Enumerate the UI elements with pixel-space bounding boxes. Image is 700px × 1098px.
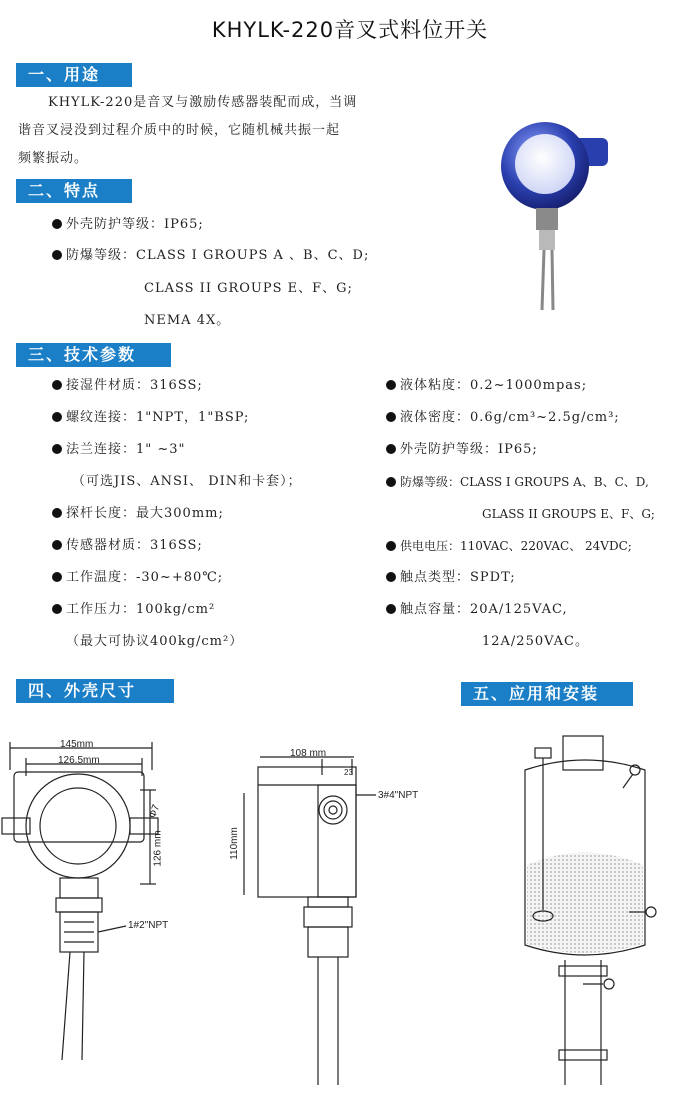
bullet-icon <box>386 444 396 454</box>
section-params-header: 三、技术参数 <box>16 343 171 367</box>
device-photo <box>490 118 620 318</box>
bullet-icon <box>52 508 62 518</box>
param-item: 接湿件材质：316SS; <box>52 377 203 395</box>
bullet-icon <box>52 250 62 260</box>
bullet-icon <box>52 219 62 229</box>
section-dimensions-header: 四、外壳尺寸 <box>16 679 174 703</box>
page-title: KHYLK-220音叉式料位开关 <box>211 18 489 42</box>
bullet-icon <box>52 412 62 422</box>
param-item: 液体密度：0.6g/cm³~2.5g/cm³; <box>386 409 620 427</box>
param-item-cont: 12A/250VAC。 <box>482 634 589 649</box>
param-item: 传感器材质：316SS; <box>52 537 203 555</box>
bullet-icon <box>386 380 396 390</box>
bullet-icon <box>386 572 396 582</box>
param-item: 法兰连接：1" ~3" <box>52 441 186 459</box>
dim-npt-1: 1#2"NPT <box>128 920 169 931</box>
param-item-cont: （可选JIS、ANSI、 DIN和卡套）； <box>72 474 302 489</box>
param-item: 防爆等级：CLASS I GROUPS A、B、C、D, <box>386 473 649 491</box>
param-item: 液体粘度：0.2~1000mpas; <box>386 377 587 395</box>
dim-phi7: Φ7 <box>147 803 163 820</box>
bullet-icon <box>52 380 62 390</box>
bullet-icon <box>386 541 396 551</box>
dim-126mm: 126 mm <box>152 830 164 867</box>
param-item: 供电电压：110VAC、220VAC、 24VDC; <box>386 537 632 555</box>
bullet-icon <box>52 572 62 582</box>
front-view-drawing <box>0 730 200 1090</box>
bullet-icon <box>52 604 62 614</box>
usage-line-3: 频繁振动。 <box>18 151 89 166</box>
feature-item: 外壳防护等级：IP65; <box>52 216 204 234</box>
feature-item-cont: NEMA 4X。 <box>144 313 231 328</box>
usage-line-2: 谐音叉浸没到过程介质中的时候，它随机械共振一起 <box>18 123 341 138</box>
param-item: 工作压力：100kg/cm² <box>52 601 215 619</box>
dim-108mm: 108 mm <box>290 748 327 759</box>
param-item-cont: GLASS II GROUPS E、F、G; <box>482 507 655 521</box>
param-item: 探杆长度：最大300mm; <box>52 505 224 523</box>
dim-126-5mm: 126.5mm <box>58 755 100 766</box>
usage-line-1: KHYLK-220是音叉与激励传感器装配而成，当调 <box>48 95 358 110</box>
param-item: 触点容量：20A/125VAC, <box>386 601 568 619</box>
bullet-icon <box>52 444 62 454</box>
dim-npt-3: 3#4"NPT <box>378 790 419 801</box>
feature-item-cont: CLASS II GROUPS E、F、G; <box>144 281 353 296</box>
bullet-icon <box>386 477 396 487</box>
param-item: 螺纹连接：1"NPT，1"BSP; <box>52 409 249 427</box>
param-item: 工作温度：-30~+80℃; <box>52 569 223 587</box>
section-install-header: 五、应用和安装 <box>461 682 633 706</box>
tank-installation-drawing <box>505 730 665 1090</box>
section-features-header: 二、特点 <box>16 179 132 203</box>
dim-145mm: 145mm <box>60 739 94 750</box>
dim-110mm: 110mm <box>228 827 240 860</box>
feature-item: 防爆等级：CLASS I GROUPS A 、B、C、D; <box>52 247 369 265</box>
bullet-icon <box>386 412 396 422</box>
param-item: 外壳防护等级：IP65; <box>386 441 538 459</box>
param-item-cont: （最大可协议400kg/cm²） <box>66 634 244 649</box>
bullet-icon <box>52 540 62 550</box>
bullet-icon <box>386 604 396 614</box>
param-item: 触点类型：SPDT; <box>386 569 516 587</box>
dim-23: 23 <box>344 768 353 777</box>
section-usage-header: 一、用途 <box>16 63 132 87</box>
